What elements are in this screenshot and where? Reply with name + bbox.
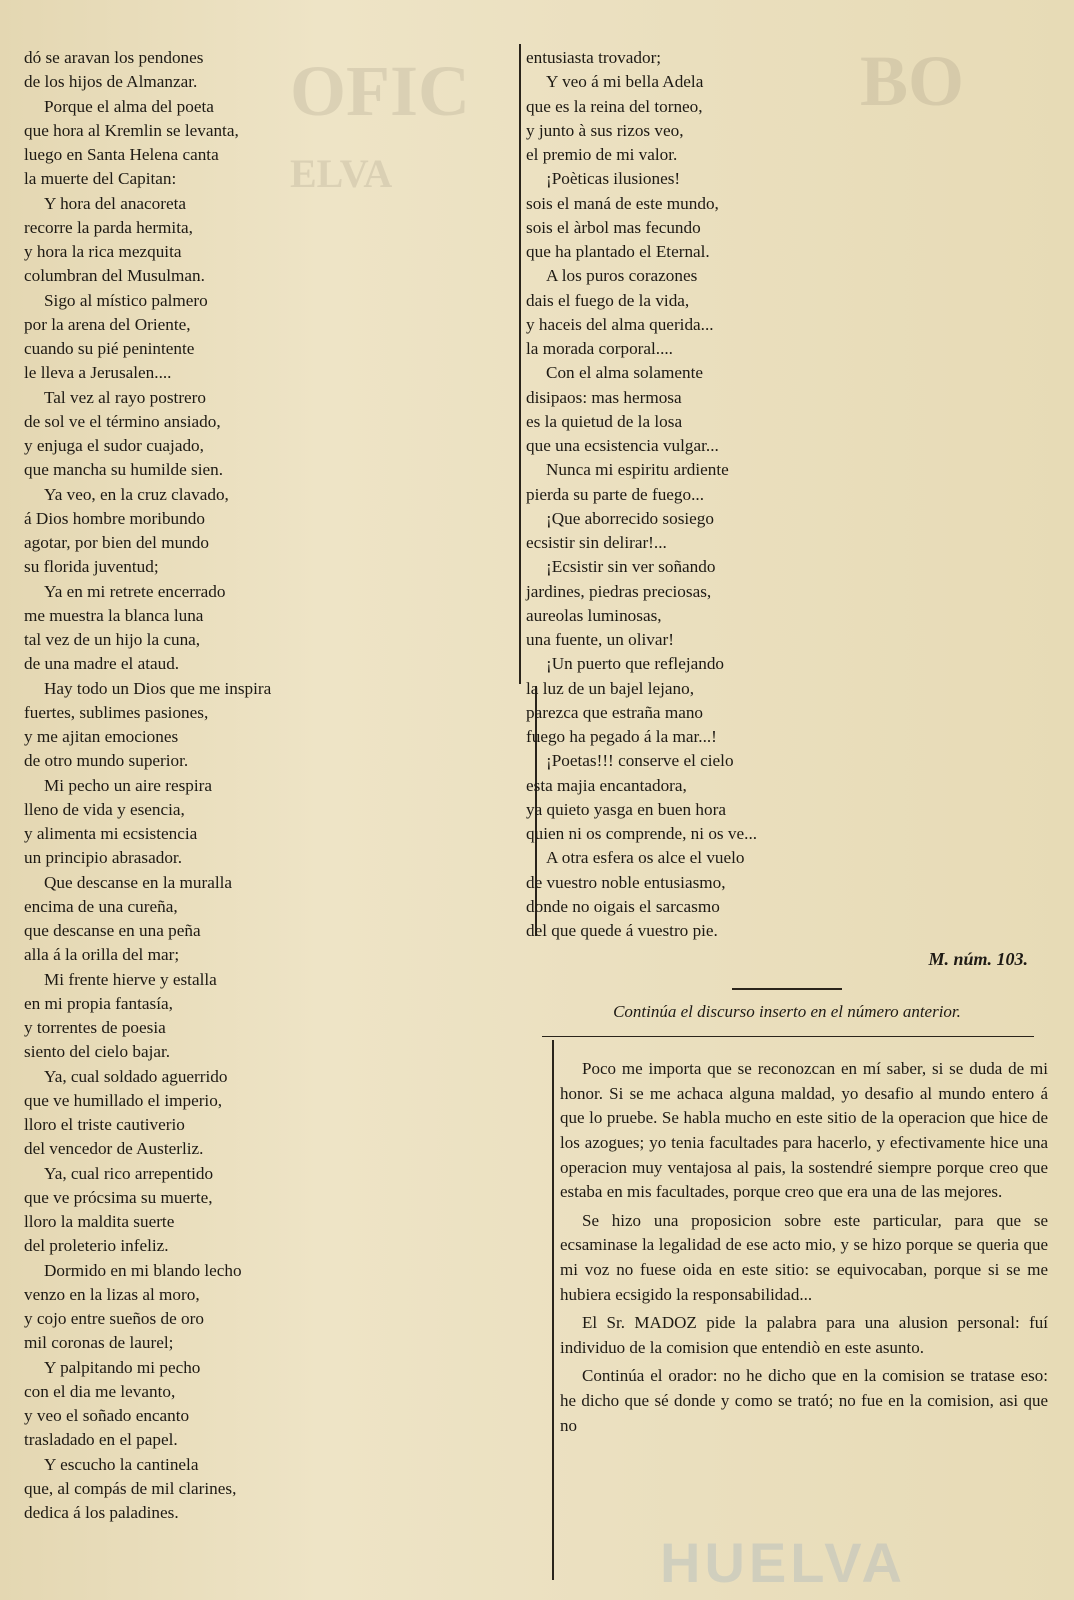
verse-line: que una ecsistencia vulgar... [526,436,719,455]
verse-line: disipaos: mas hermosa [526,387,682,407]
verse-line: del proleterio infeliz. [24,1236,169,1256]
verse-line: y hora la rica mezquita [24,242,182,261]
verse-line: agotar, por bien del mundo [24,533,209,552]
verse-line: ¡Poetas!!! conserve el cielo [546,751,734,771]
verse-line: dó se aravan los pendones [24,48,204,67]
verse-line: venzo en la lizas al moro, [24,1284,200,1304]
verse-line: en mi propia fantasía, [24,993,173,1013]
section-heading: Continúa el discurso inserto en el número anterior. [613,1002,961,1022]
verse-line: entusiasta trovador; [526,48,662,67]
verse-line: y cojo entre sueños de oro [24,1309,204,1328]
verse-line: ¡Ecsistir sin ver soñando [546,557,716,577]
verse-line: ¡Un puerto que reflejando [546,654,725,674]
verse-line: columbran del Musulman. [24,266,205,286]
bleed-through-mark: ELVA [290,151,393,196]
verse-line: sois el àrbol mas fecundo [526,217,701,237]
verse-line: Y hora del anacoreta [44,193,187,213]
verse-line: fuertes, sublimes pasiones, [24,702,209,722]
verse-line: A los puros corazones [546,266,698,286]
verse-line: y enjuga el sudor cuajado, [24,436,204,455]
verse-line: de otro mundo superior. [24,751,189,771]
speech-paragraph: Poco me importa que se reconozcan en mí saber, si se duda de mi honor. Si se me achaca alguna maldad, yo desafio al mundo entero á que lo pruebe. Se habla mucho en este sitio de la operacion que hice de los azogues; yo tenia facultades para hacerlo, y efectivamente hice una operacion muy ventajosa al pais, la sostendré siempre porque creo que estaba en mis facultades, porque creo que era una de las mejores. [560,1059,1048,1202]
verse-line: pierda su parte de fuego... [526,484,705,504]
verse-line: A otra esfera os alce el vuelo [546,848,745,868]
speech-paragraph: Se hizo una proposicion sobre este particular, para que se ecsaminase la legalidad de ese acto mio, y se hizo porque se queria que mi voz no fuese oida en este sitio: se equivocaban, porque si se me hubiera ecsigido la responsabilidad... [560,1210,1048,1304]
speech-text [526,1057,1048,1438]
verse-line: y veo el soñado encanto [24,1406,190,1425]
verse-line: de los hijos de Almanzar. [24,72,198,92]
verse-line: Mi pecho un aire respira [44,775,212,795]
verse-line: su florida juventud; [24,557,159,577]
verse-line: á Dios hombre moribundo [24,508,205,528]
verse-line: jardines, piedras preciosas, [526,581,712,601]
verse-line: recorre la parda hermita, [24,217,193,237]
verse-line: lloro la maldita suerte [24,1212,175,1231]
verse-line: Que descanse en la muralla [44,872,233,892]
verse-line: ¡Poèticas ilusiones! [546,169,681,189]
verse-line: Ya, cual rico arrepentido [44,1163,214,1183]
verse-line: Ya en mi retrete encerrado [44,581,226,601]
left-poem-column [24,46,434,1525]
verse-line: un principio abrasador. [24,848,182,868]
heading-underline [542,1036,1034,1037]
verse-line: que hora al Kremlin se levanta, [24,120,239,140]
verse-line: lloro el triste cautiverio [24,1115,185,1134]
verse-line: Mi frente hierve y estalla [44,969,217,989]
verse-line: Ya veo, en la cruz clavado, [44,484,229,504]
verse-line: que descanse en una peña [24,921,201,940]
verse-line: encima de una cureña, [24,896,178,916]
verse-line: la muerte del Capitan: [24,169,177,189]
verse-line: es la quietud de la losa [526,411,683,431]
verse-line: dedica á los paladines. [24,1503,179,1522]
verse-line: mil coronas de laurel; [24,1333,174,1353]
verse-line: ecsistir sin delirar!... [526,533,667,552]
right-poem-column [526,46,1048,943]
verse-line: alla á la orilla del mar; [24,945,180,965]
verse-line: y haceis del alma querida... [526,314,714,334]
verse-line: fuego ha pegado á la mar...! [526,727,717,746]
verse-line: que ve humillado el imperio, [24,1090,223,1110]
bleed-through-mark: OFIC [290,51,470,131]
verse-line: y me ajitan emociones [24,727,179,746]
column-separator [519,44,521,684]
verse-line: Y veo á mi bella Adela [546,72,704,92]
verse-line: me muestra la blanca luna [24,605,204,625]
speech-paragraph: Continúa el orador: no he dicho que en la comision se tratase eso: he dicho que sé donde y como se trató; no fue en la comision, asi que no [560,1366,1048,1435]
verse-line: y torrentes de poesia [24,1018,166,1037]
verse-line: Dormido en mi blando lecho [44,1260,242,1280]
verse-line: de vuestro noble entusiasmo, [526,872,726,892]
section-divider [732,988,842,990]
verse-line: trasladado en el papel. [24,1430,178,1450]
verse-line: del vencedor de Austerliz. [24,1139,204,1159]
verse-line: con el dia me levanto, [24,1381,176,1401]
verse-line: una fuente, un olivar! [526,630,674,649]
verse-line: tal vez de un hijo la cuna, [24,630,201,649]
archive-watermark: HUELVA [660,1531,906,1594]
verse-line: cuando su pié penintente [24,339,195,358]
poem-signature: M. núm. 103. [928,949,1028,970]
verse-line: Con el alma solamente [546,363,704,383]
verse-line: le lleva a Jerusalen.... [24,363,172,383]
verse-line: la luz de un bajel lejano, [526,678,694,698]
verse-line: que ha plantado el Eternal. [526,242,710,261]
verse-line: luego en Santa Helena canta [24,145,219,164]
verse-line: Nunca mi espiritu ardiente [546,460,729,480]
verse-line: Hay todo un Dios que me inspira [44,678,272,698]
verse-line: parezca que estraña mano [526,702,704,722]
verse-line: sois el maná de este mundo, [526,193,719,213]
verse-line: que ve prócsima su muerte, [24,1187,213,1207]
verse-line: y junto à sus rizos veo, [526,120,684,140]
verse-line: por la arena del Oriente, [24,314,191,334]
verse-line: la morada corporal.... [526,339,673,358]
verse-line: y alimenta mi ecsistencia [24,824,198,843]
verse-line: de sol ve el término ansiado, [24,411,221,431]
verse-line: lleno de vida y esencia, [24,799,185,819]
verse-line: que mancha su humilde sien. [24,460,224,480]
verse-line: quien ni os comprende, ni os ve... [526,824,758,843]
verse-line: Y palpitando mi pecho [44,1357,201,1377]
verse-line: el premio de mi valor. [526,145,678,164]
verse-line: de una madre el ataud. [24,654,180,674]
bleed-through-mark: BO [860,41,965,121]
verse-line: siento del cielo bajar. [24,1042,171,1062]
verse-line: ya quieto yasga en buen hora [526,799,726,819]
verse-line: aureolas luminosas, [526,605,662,625]
verse-line: Y escucho la cantinela [44,1454,199,1474]
verse-line: dais el fuego de la vida, [526,290,690,310]
verse-line: Sigo al místico palmero [44,290,208,310]
verse-line: donde no oigais el sarcasmo [526,896,720,916]
verse-line: que, al compás de mil clarines, [24,1478,237,1498]
verse-line: del que quede á vuestro pie. [526,921,718,940]
verse-line: Tal vez al rayo postrero [44,387,207,407]
verse-line: Ya, cual soldado aguerrido [44,1066,228,1086]
right-column [526,46,1048,1442]
verse-line: ¡Que aborrecido sosiego [546,508,714,528]
verse-line: que es la reina del torneo, [526,96,703,116]
speech-paragraph: El Sr. MADOZ pide la palabra para una alusion personal: fuí individuo de la comision que entendiò en este asunto. [560,1313,1048,1357]
verse-line: Porque el alma del poeta [44,96,214,116]
verse-line: esta majia encantadora, [526,775,687,795]
